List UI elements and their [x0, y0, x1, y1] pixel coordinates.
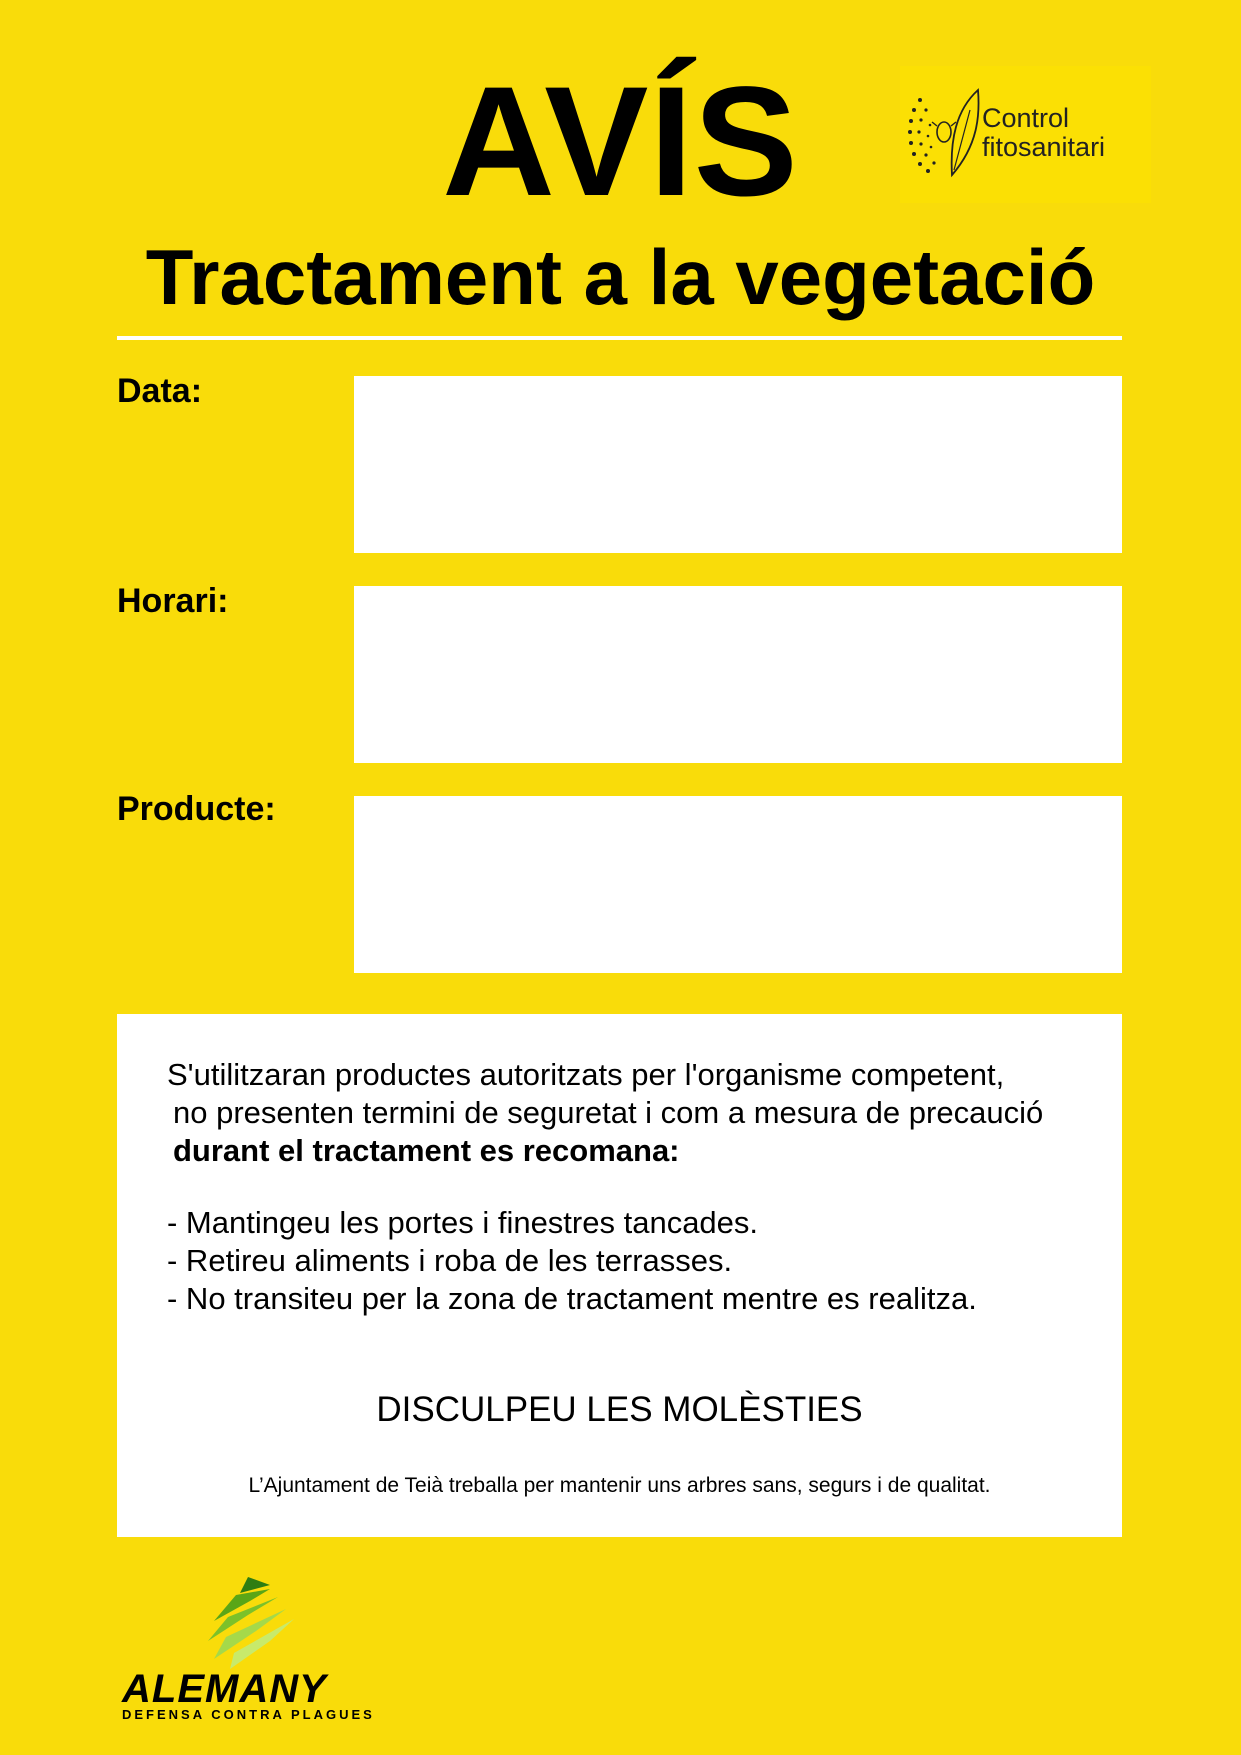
badge-line2: fitosanitari: [982, 132, 1106, 162]
control-fitosanitari-text: [982, 104, 1105, 162]
product-field[interactable]: [354, 796, 1122, 973]
leaf-stripes-icon: [200, 1575, 300, 1670]
alemany-logo: [118, 1575, 398, 1725]
notice-line-1: S'utilitzaran productes autoritzats per l'organisme competent,: [167, 1057, 1005, 1092]
schedule-field[interactable]: [354, 586, 1122, 763]
poster-title: AVÍS: [442, 55, 799, 229]
date-field[interactable]: [354, 376, 1122, 553]
notice-line-2: no presenten termini de seguretat i com a mesura de precaució: [173, 1095, 1044, 1130]
notice-item: - Retireu aliments i roba de les terrasses.: [167, 1243, 733, 1278]
company-tagline: DEFENSA CONTRA PLAGUES: [122, 1707, 375, 1722]
apology-text: DISCULPEU LES MOLÈSTIES: [376, 1390, 863, 1429]
schedule-label: Horari:: [117, 582, 229, 620]
beetle-leaf-icon: [904, 80, 984, 190]
company-name: ALEMANY: [122, 1667, 327, 1711]
notice-line-3: durant el tractament es recomana:: [173, 1133, 680, 1168]
date-label: Data:: [117, 372, 203, 410]
product-label: Producte:: [117, 790, 276, 828]
poster-subtitle: Tractament a la vegetació: [145, 233, 1096, 321]
footnote-text: L’Ajuntament de Teià treballa per mantenir uns arbres sans, segurs i de qualitat.: [248, 1474, 991, 1497]
notice-item: - Mantingeu les portes i finestres tancades.: [167, 1205, 759, 1240]
divider: [117, 336, 1122, 340]
notice-item: - No transiteu per la zona de tractament mentre es realitza.: [167, 1281, 977, 1316]
control-fitosanitari-logo: [900, 66, 1151, 203]
notice-box: [117, 1014, 1122, 1537]
badge-line1: Control: [982, 103, 1070, 133]
